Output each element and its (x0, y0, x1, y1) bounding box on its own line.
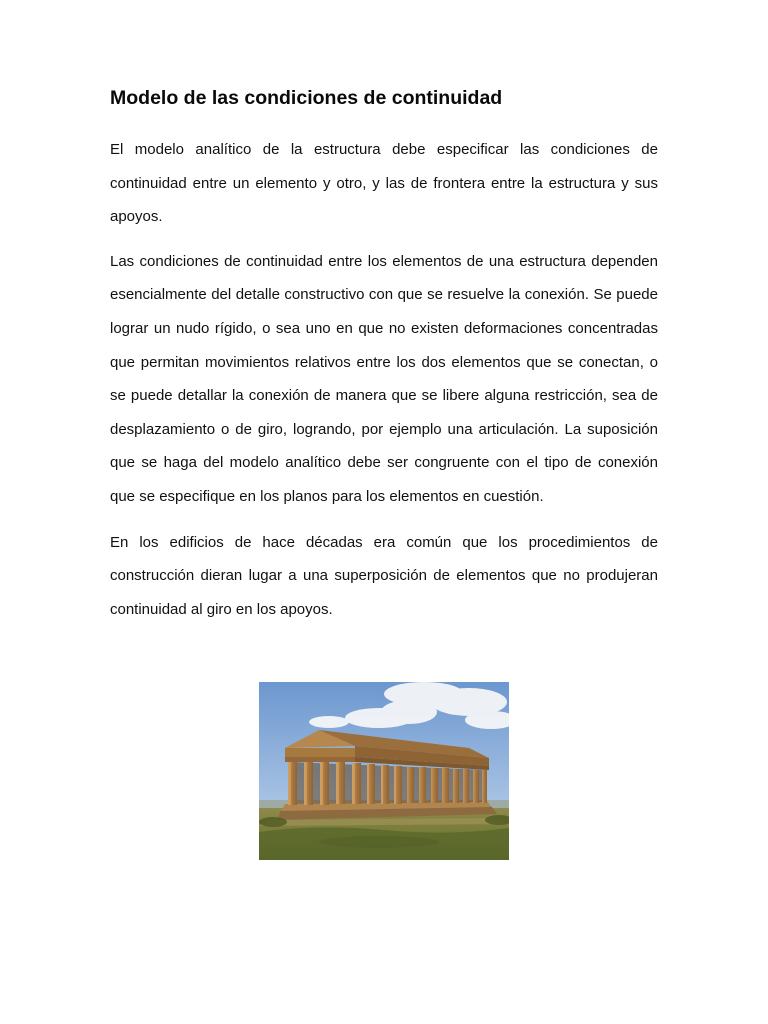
document-page (110, 84, 658, 626)
document-title: Modelo de las condiciones de continuidad (110, 87, 503, 109)
paragraph-1: El modelo analítico de la estructura debe especificar las condiciones de continuidad entre un elemento y otro, y las de frontera entre la estructura y sus apoyos. (110, 141, 658, 226)
temple-illustration (259, 682, 509, 860)
paragraph-3: En los edificios de hace décadas era común que los procedimientos de construcción dieran lugar a una superposición de elementos que no produjeran continuidad al giro en los apoyos. (110, 533, 658, 618)
greek-temple-image (259, 682, 509, 860)
paragraph-2: Las condiciones de continuidad entre los elementos de una estructura dependen esencialmente del detalle constructivo con que se resuelve la conexión. Se puede lograr un nudo rígido, o sea uno en que no existen deformaciones concentradas que permitan movimientos relativos entre los dos elementos que se conectan, o se puede detallar la conexión de manera que se libere alguna restricción, sea de desplazamiento o de giro, logrando, por ejemplo una articulación. La suposición que se haga del modelo analítico debe ser congruente con el tipo de conexión que se especifique en los planos para los elementos en cuestión. (110, 252, 658, 505)
